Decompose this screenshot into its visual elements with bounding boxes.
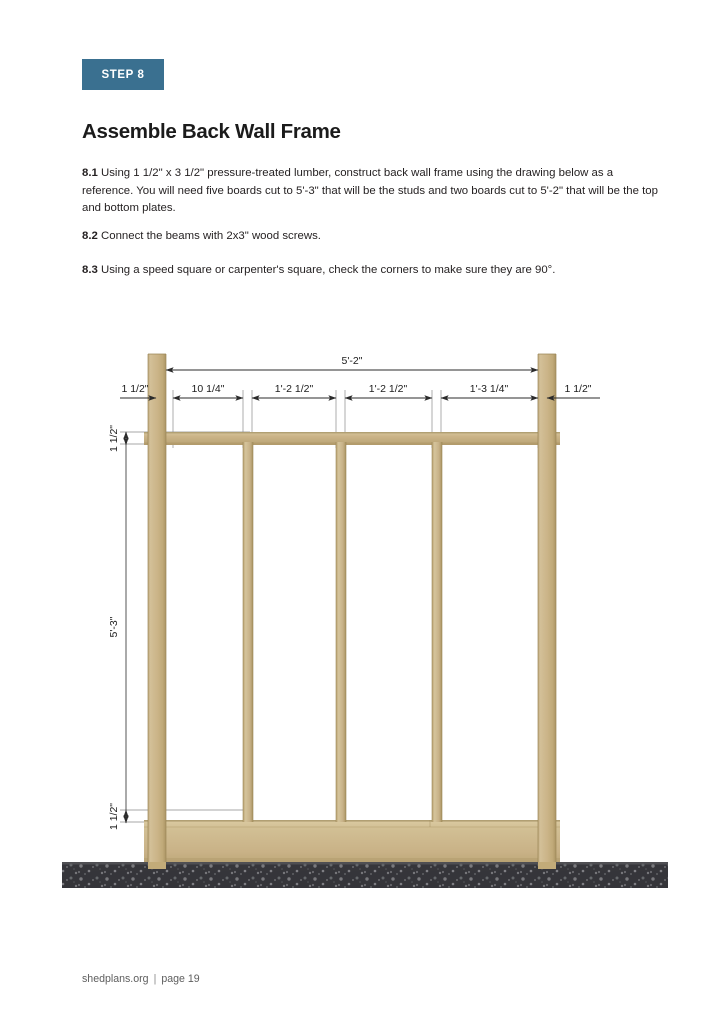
instruction-8-2 — [82, 228, 664, 246]
footer-page-number: page 19 — [161, 973, 200, 985]
footer-site: shedplans.org — [82, 973, 149, 985]
dim-label-bay-4: 1'-3 1/4" — [469, 383, 509, 395]
instruction-8-1-text: Using 1 1/2" x 3 1/2" pressure-treated lumber, construct back wall frame using the drawing below as a reference. You will need five boards cut to 5'-3" that will be the studs and two boards cut to 5'-2" that will be the top and bottom plates. — [82, 167, 658, 215]
page-footer — [82, 973, 200, 985]
dim-overall-width — [166, 355, 538, 370]
post-right — [538, 354, 556, 862]
dim-label-left-post: 1 1/2" — [121, 383, 149, 395]
dim-label-right-post: 1 1/2" — [564, 383, 592, 395]
end-posts — [148, 354, 556, 862]
dim-label-top-plate: 1 1/2" — [108, 424, 120, 453]
dim-label-bay-1: 10 1/4" — [191, 383, 225, 395]
bottom-plate — [144, 820, 560, 869]
back-wall-frame-drawing — [0, 330, 724, 910]
instruction-8-3-text: Using a speed square or carpenter's square, check the corners to make sure they are 90°. — [97, 264, 556, 276]
dim-label-bay-2: 1'-2 1/2" — [274, 383, 314, 395]
instruction-8-1 — [82, 165, 664, 218]
dim-stud-height — [108, 432, 126, 822]
dim-bay-labels — [121, 383, 591, 395]
stud-3 — [432, 442, 442, 822]
stud-2 — [336, 442, 346, 822]
footer-separator: | — [153, 973, 157, 985]
extension-lines — [120, 354, 547, 822]
stud-1 — [243, 442, 253, 822]
instruction-8-2-number: 8.2 — [82, 230, 98, 242]
step-badge: STEP 8 — [82, 59, 164, 90]
post-left — [148, 354, 166, 862]
instruction-8-2-text: Connect the beams with 2x3" wood screws. — [97, 230, 321, 242]
dim-label-overall-width: 5'-2" — [341, 355, 363, 367]
dim-top-plate — [108, 425, 126, 452]
dim-bottom-plate — [108, 803, 126, 830]
dim-label-stud-height: 5'-3" — [108, 616, 120, 638]
dim-label-bottom-plate: 1 1/2" — [108, 802, 120, 831]
studs — [243, 442, 442, 822]
top-plate — [144, 432, 560, 445]
dim-label-bay-3: 1'-2 1/2" — [368, 383, 408, 395]
instruction-8-1-number: 8.1 — [82, 167, 98, 179]
instruction-8-3 — [82, 262, 664, 280]
page-title: Assemble Back Wall Frame — [82, 120, 341, 143]
instruction-8-3-number: 8.3 — [82, 264, 98, 276]
